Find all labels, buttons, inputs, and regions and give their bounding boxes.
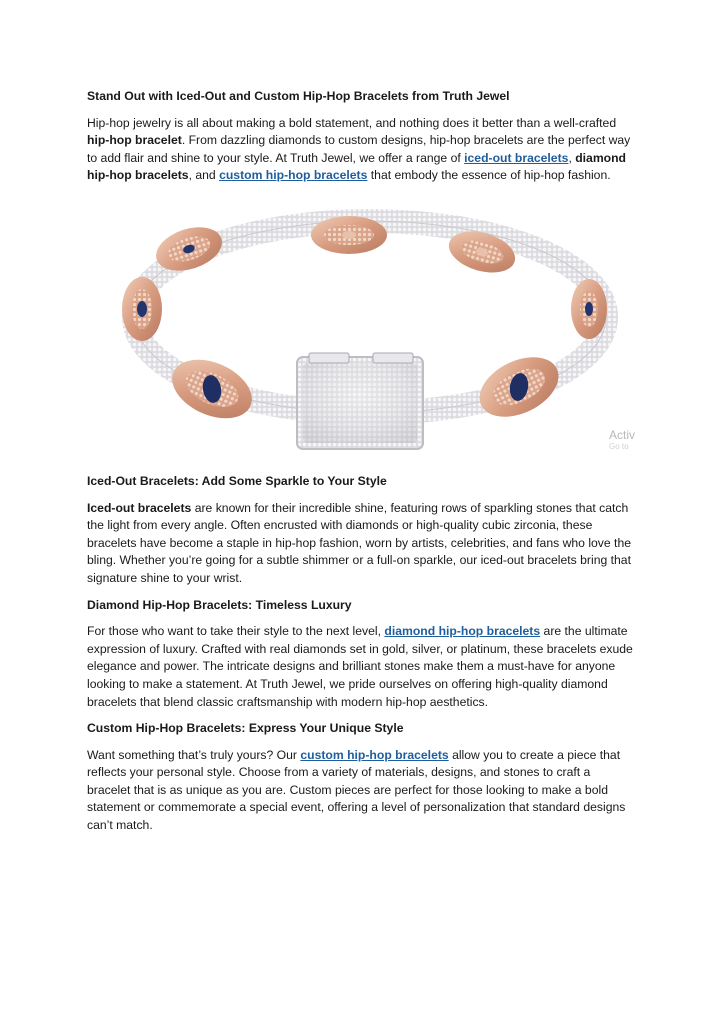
iced-out-paragraph — [87, 500, 635, 588]
watermark-subtext: Go to — [608, 441, 629, 451]
intro-bold-hip-hop-bracelet: hip-hop bracelet — [87, 133, 182, 148]
diamond-text: are the ultimate expression of luxury. Crafted with real diamonds set in gold, silver, or platinum, these bracelets exude elegance and power. The intricate designs and brilliant stones make them a must-have for anyone looking to make a statement. At Truth Jewel, we pride ourselves on offering high-quality diamond bracelets that blend classic craftsmanship with modern hip-hop aesthetics. — [87, 624, 633, 709]
section-heading-diamond: Diamond Hip-Hop Bracelets: Timeless Luxury — [87, 597, 352, 612]
bracelet-clasp — [297, 353, 423, 449]
intro-text: . From dazzling diamonds to custom designs, hip-hop bracelets are the perfect way to add flair and shine to your style. At Truth Jewel, we offer a range of — [87, 133, 631, 165]
diamond-hip-hop-bracelets-link[interactable]: diamond hip-hop bracelets — [384, 624, 541, 639]
intro-text: , and — [188, 168, 220, 183]
activation-watermark — [609, 429, 635, 451]
section-heading-custom: Custom Hip-Hop Bracelets: Express Your Unique Style — [87, 721, 404, 736]
intro-text: that embody the essence of hip-hop fashion. — [367, 168, 611, 183]
bracelet-image — [87, 197, 635, 453]
custom-hip-hop-bracelets-link[interactable]: custom hip-hop bracelets — [219, 168, 368, 183]
watermark-text: Activ — [608, 427, 635, 442]
iced-out-lead-bold: Iced-out bracelets — [87, 500, 192, 515]
bracelet-link — [122, 277, 162, 341]
intro-text: , — [568, 150, 576, 165]
intro-text: Hip-hop jewelry is all about making a bold statement, and nothing does it better than a well-crafted — [87, 115, 617, 130]
iced-out-bracelets-link[interactable]: iced-out bracelets — [464, 150, 569, 165]
custom-hip-hop-bracelets-link-2[interactable]: custom hip-hop bracelets — [300, 747, 449, 762]
diamond-text: For those who want to take their style to the next level, — [87, 624, 385, 639]
custom-text: Want something that’s truly yours? Our — [87, 747, 301, 762]
bracelet-link — [470, 345, 568, 429]
article — [87, 88, 635, 844]
custom-text: allow you to create a piece that reflects your personal style. Choose from a variety of materials, designs, and stones to craft a bracelet that is as unique as you are. Custom pieces are perfect for those looking to make a bold statement or commemorate a special event, offering a level of personalization that standard designs can’t match. — [87, 747, 626, 833]
bracelet-link — [571, 279, 607, 339]
diamond-paragraph — [87, 623, 635, 711]
page-title: Stand Out with Iced-Out and Custom Hip-Hop Bracelets from Truth Jewel — [87, 89, 510, 103]
iced-out-text: are known for their incredible shine, featuring rows of sparkling stones that catch the light from every angle. Often encrusted with diamonds or high-quality cubic zirconia, these bracelets have become a staple in hip-hop fashion, worn by artists, celebrities, and fans who love the bling. Whether you’re going for a subtle shimmer or a full-on sparkle, our iced-out bracelets bring that signature shine to your wrist. — [87, 500, 632, 585]
bracelet-illustration — [87, 197, 635, 453]
bracelet-link — [311, 216, 387, 254]
section-heading-iced-out: Iced-Out Bracelets: Add Some Sparkle to Your Style — [87, 473, 387, 488]
custom-paragraph — [87, 747, 635, 835]
intro-paragraph — [87, 115, 635, 185]
intro-bold-diamond: diamond hip-hop bracelets — [87, 150, 626, 183]
